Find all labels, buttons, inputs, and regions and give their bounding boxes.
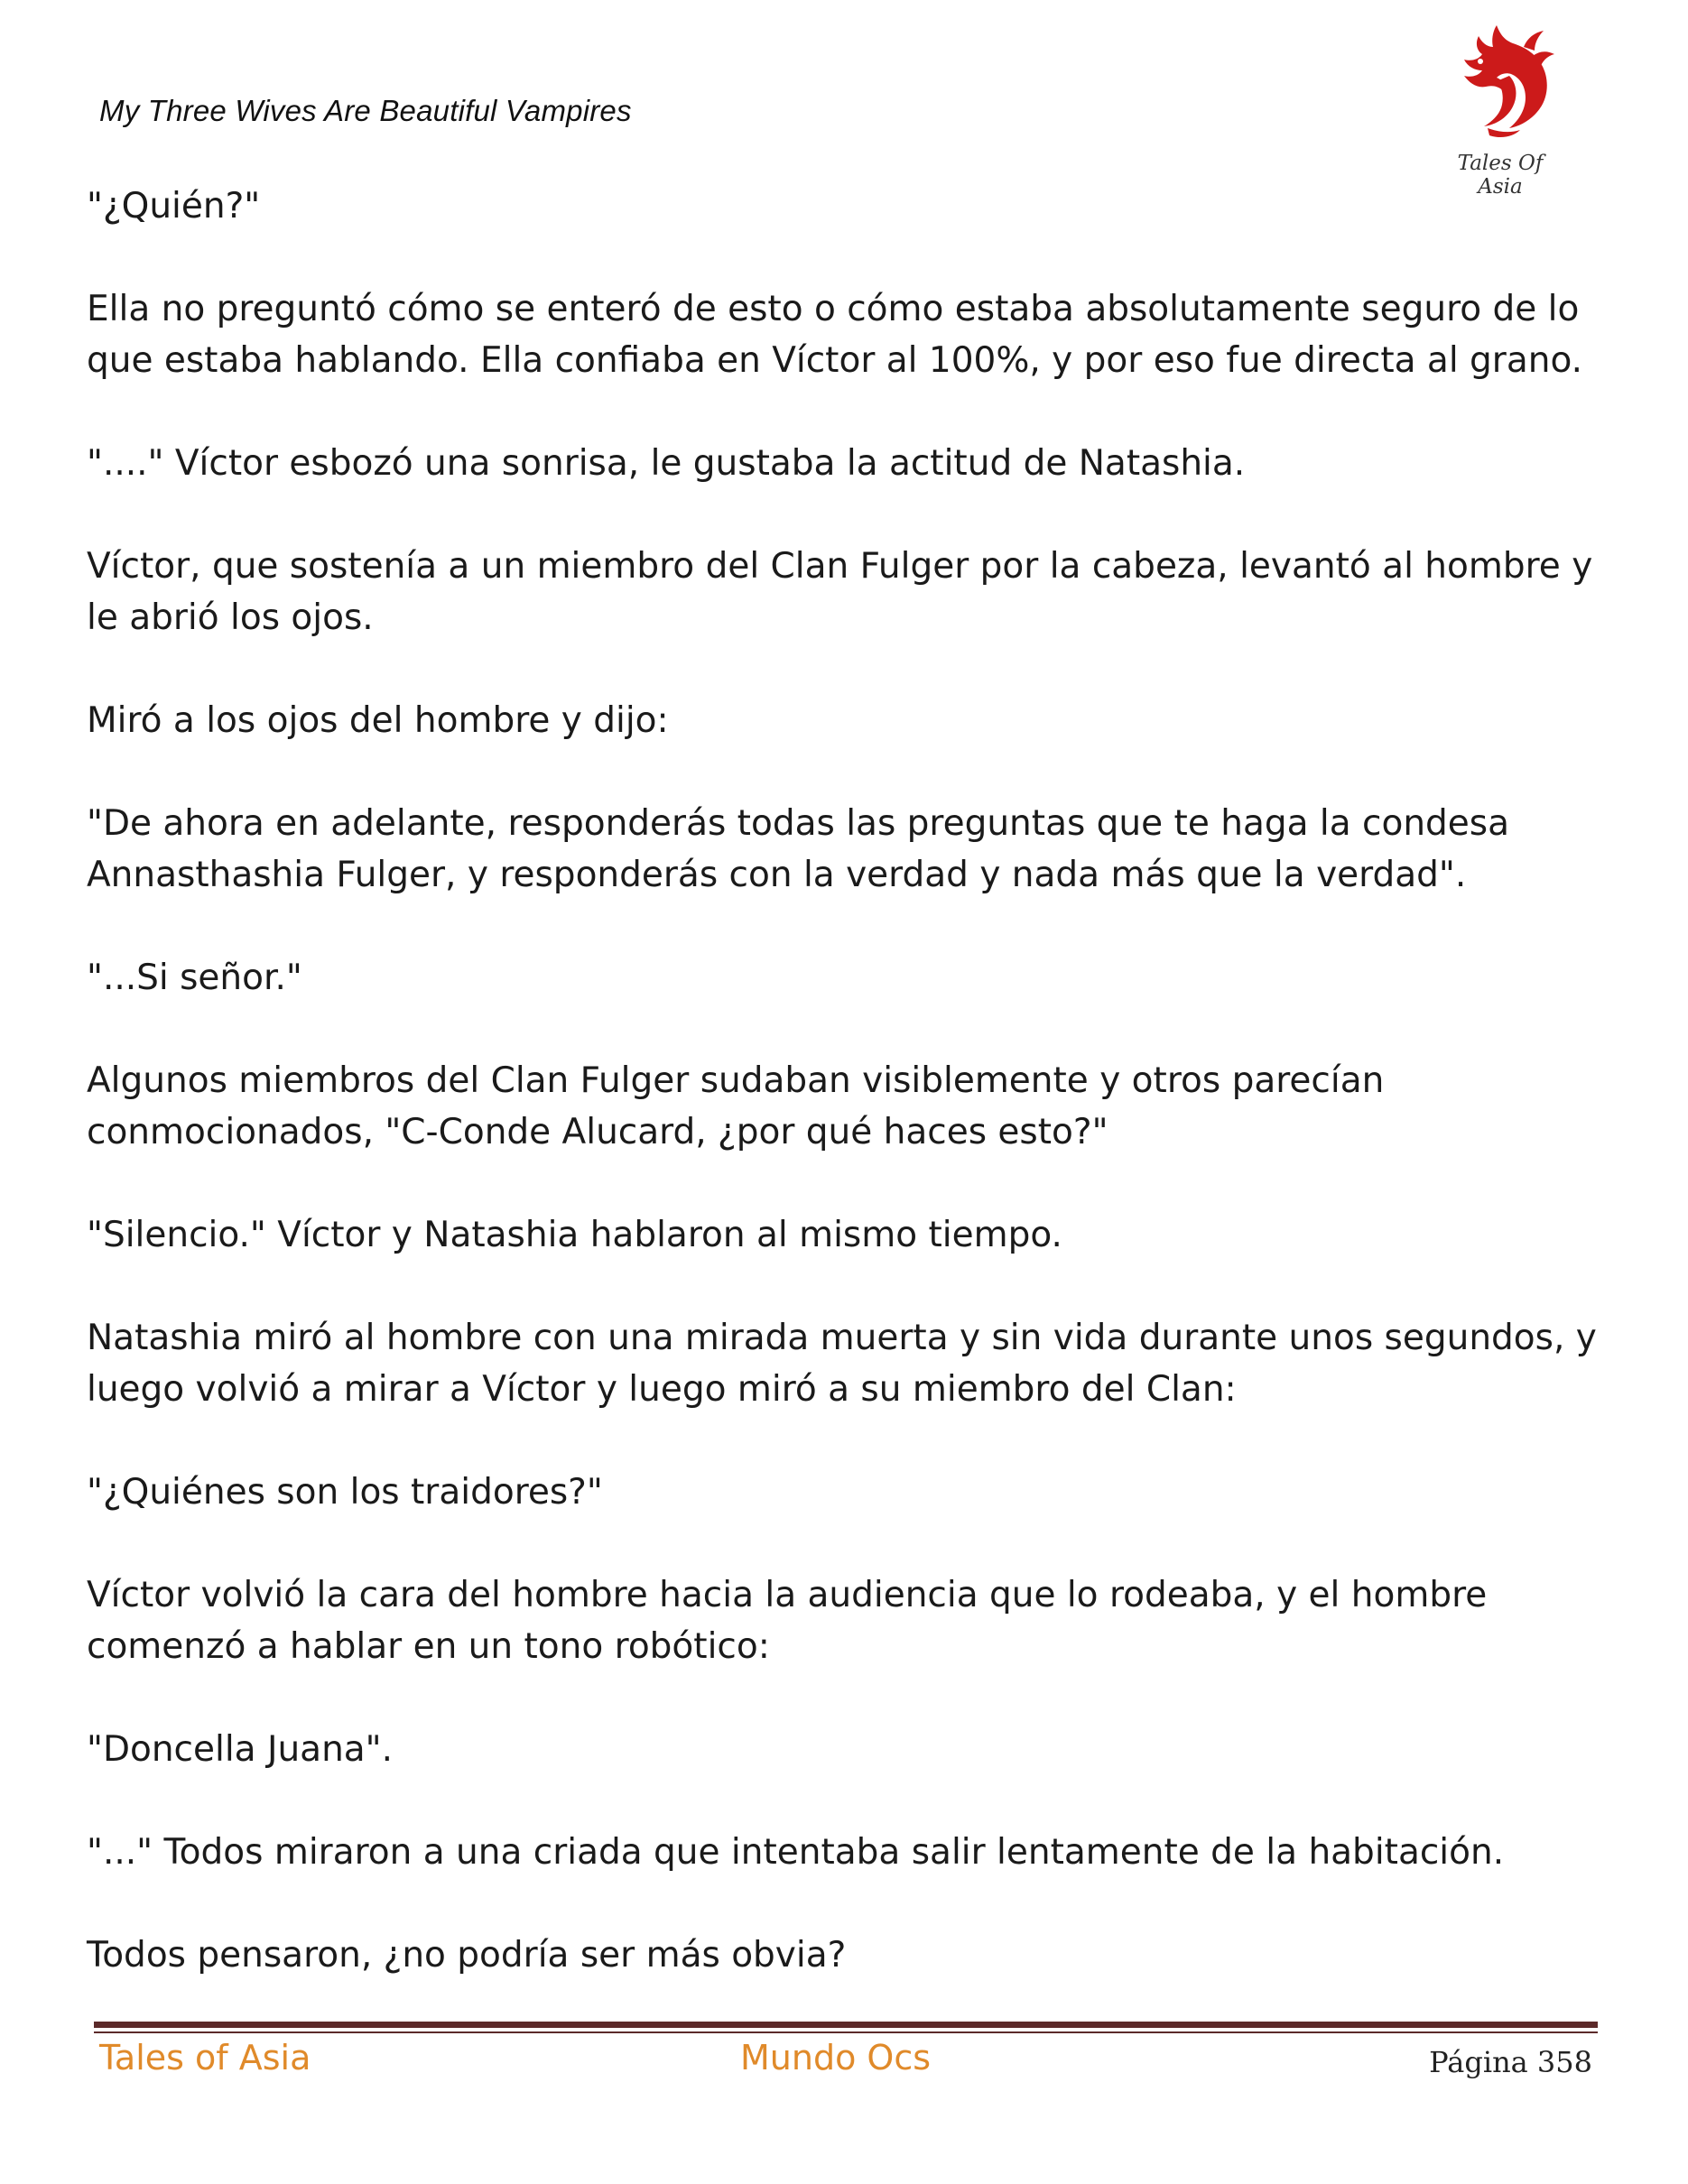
red-dragon-icon xyxy=(1433,20,1567,155)
tales-of-asia-logo xyxy=(1433,20,1567,199)
paragraph: Miró a los ojos del hombre y dijo: xyxy=(87,700,669,741)
paragraph: "...." Víctor esbozó una sonrisa, le gustaba la actitud de Natashia. xyxy=(87,443,1246,484)
paragraph: "¿Quién?" xyxy=(87,186,261,227)
book-title: My Three Wives Are Beautiful Vampires xyxy=(99,94,632,127)
body-text xyxy=(87,180,1612,2032)
paragraph: "Silencio." Víctor y Natashia hablaron al mismo tiempo. xyxy=(87,1215,1062,1255)
paragraph: Todos pensaron, ¿no podría ser más obvia? xyxy=(87,1935,847,1976)
footer-section-name: Mundo Ocs xyxy=(740,2038,932,2078)
paragraph: "..." Todos miraron a una criada que intentaba salir lentamente de la habitación. xyxy=(87,1832,1505,1873)
paragraph: "De ahora en adelante, responderás todas las preguntas que te haga la condesa Annasthashia Fulger, y responderás con la verdad y nada más que la verdad". xyxy=(87,803,1510,895)
paragraph: Víctor volvió la cara del hombre hacia la audiencia que lo rodeaba, y el hombre comenzó a hablar en un tono robótico: xyxy=(87,1575,1488,1667)
footer-rule xyxy=(94,2022,1598,2028)
paragraph: "¿Quiénes son los traidores?" xyxy=(87,1472,603,1513)
paragraph: Algunos miembros del Clan Fulger sudaban visiblemente y otros parecían conmocionados, "C-Conde Alucard, ¿por qué haces esto?" xyxy=(87,1060,1385,1152)
footer-site-name: Tales of Asia xyxy=(99,2038,311,2078)
paragraph: Víctor, que sostenía a un miembro del Clan Fulger por la cabeza, levantó al hombre y le abrió los ojos. xyxy=(87,546,1593,638)
paragraph: Ella no preguntó cómo se enteró de esto o cómo estaba absolutamente seguro de lo que estaba hablando. Ella confiaba en Víctor al 100%, y por eso fue directa al grano. xyxy=(87,289,1583,381)
footer-rule-thin xyxy=(94,2031,1598,2033)
logo-text: Tales Of Asia xyxy=(1457,152,1544,199)
page-number: Página 358 xyxy=(1429,2045,1592,2079)
paragraph: Natashia miró al hombre con una mirada muerta y sin vida durante unos segundos, y luego volvió a mirar a Víctor y luego miró a su miembro del Clan: xyxy=(87,1318,1597,1410)
paragraph: "...Si señor." xyxy=(87,958,302,998)
paragraph: "Doncella Juana". xyxy=(87,1729,394,1770)
